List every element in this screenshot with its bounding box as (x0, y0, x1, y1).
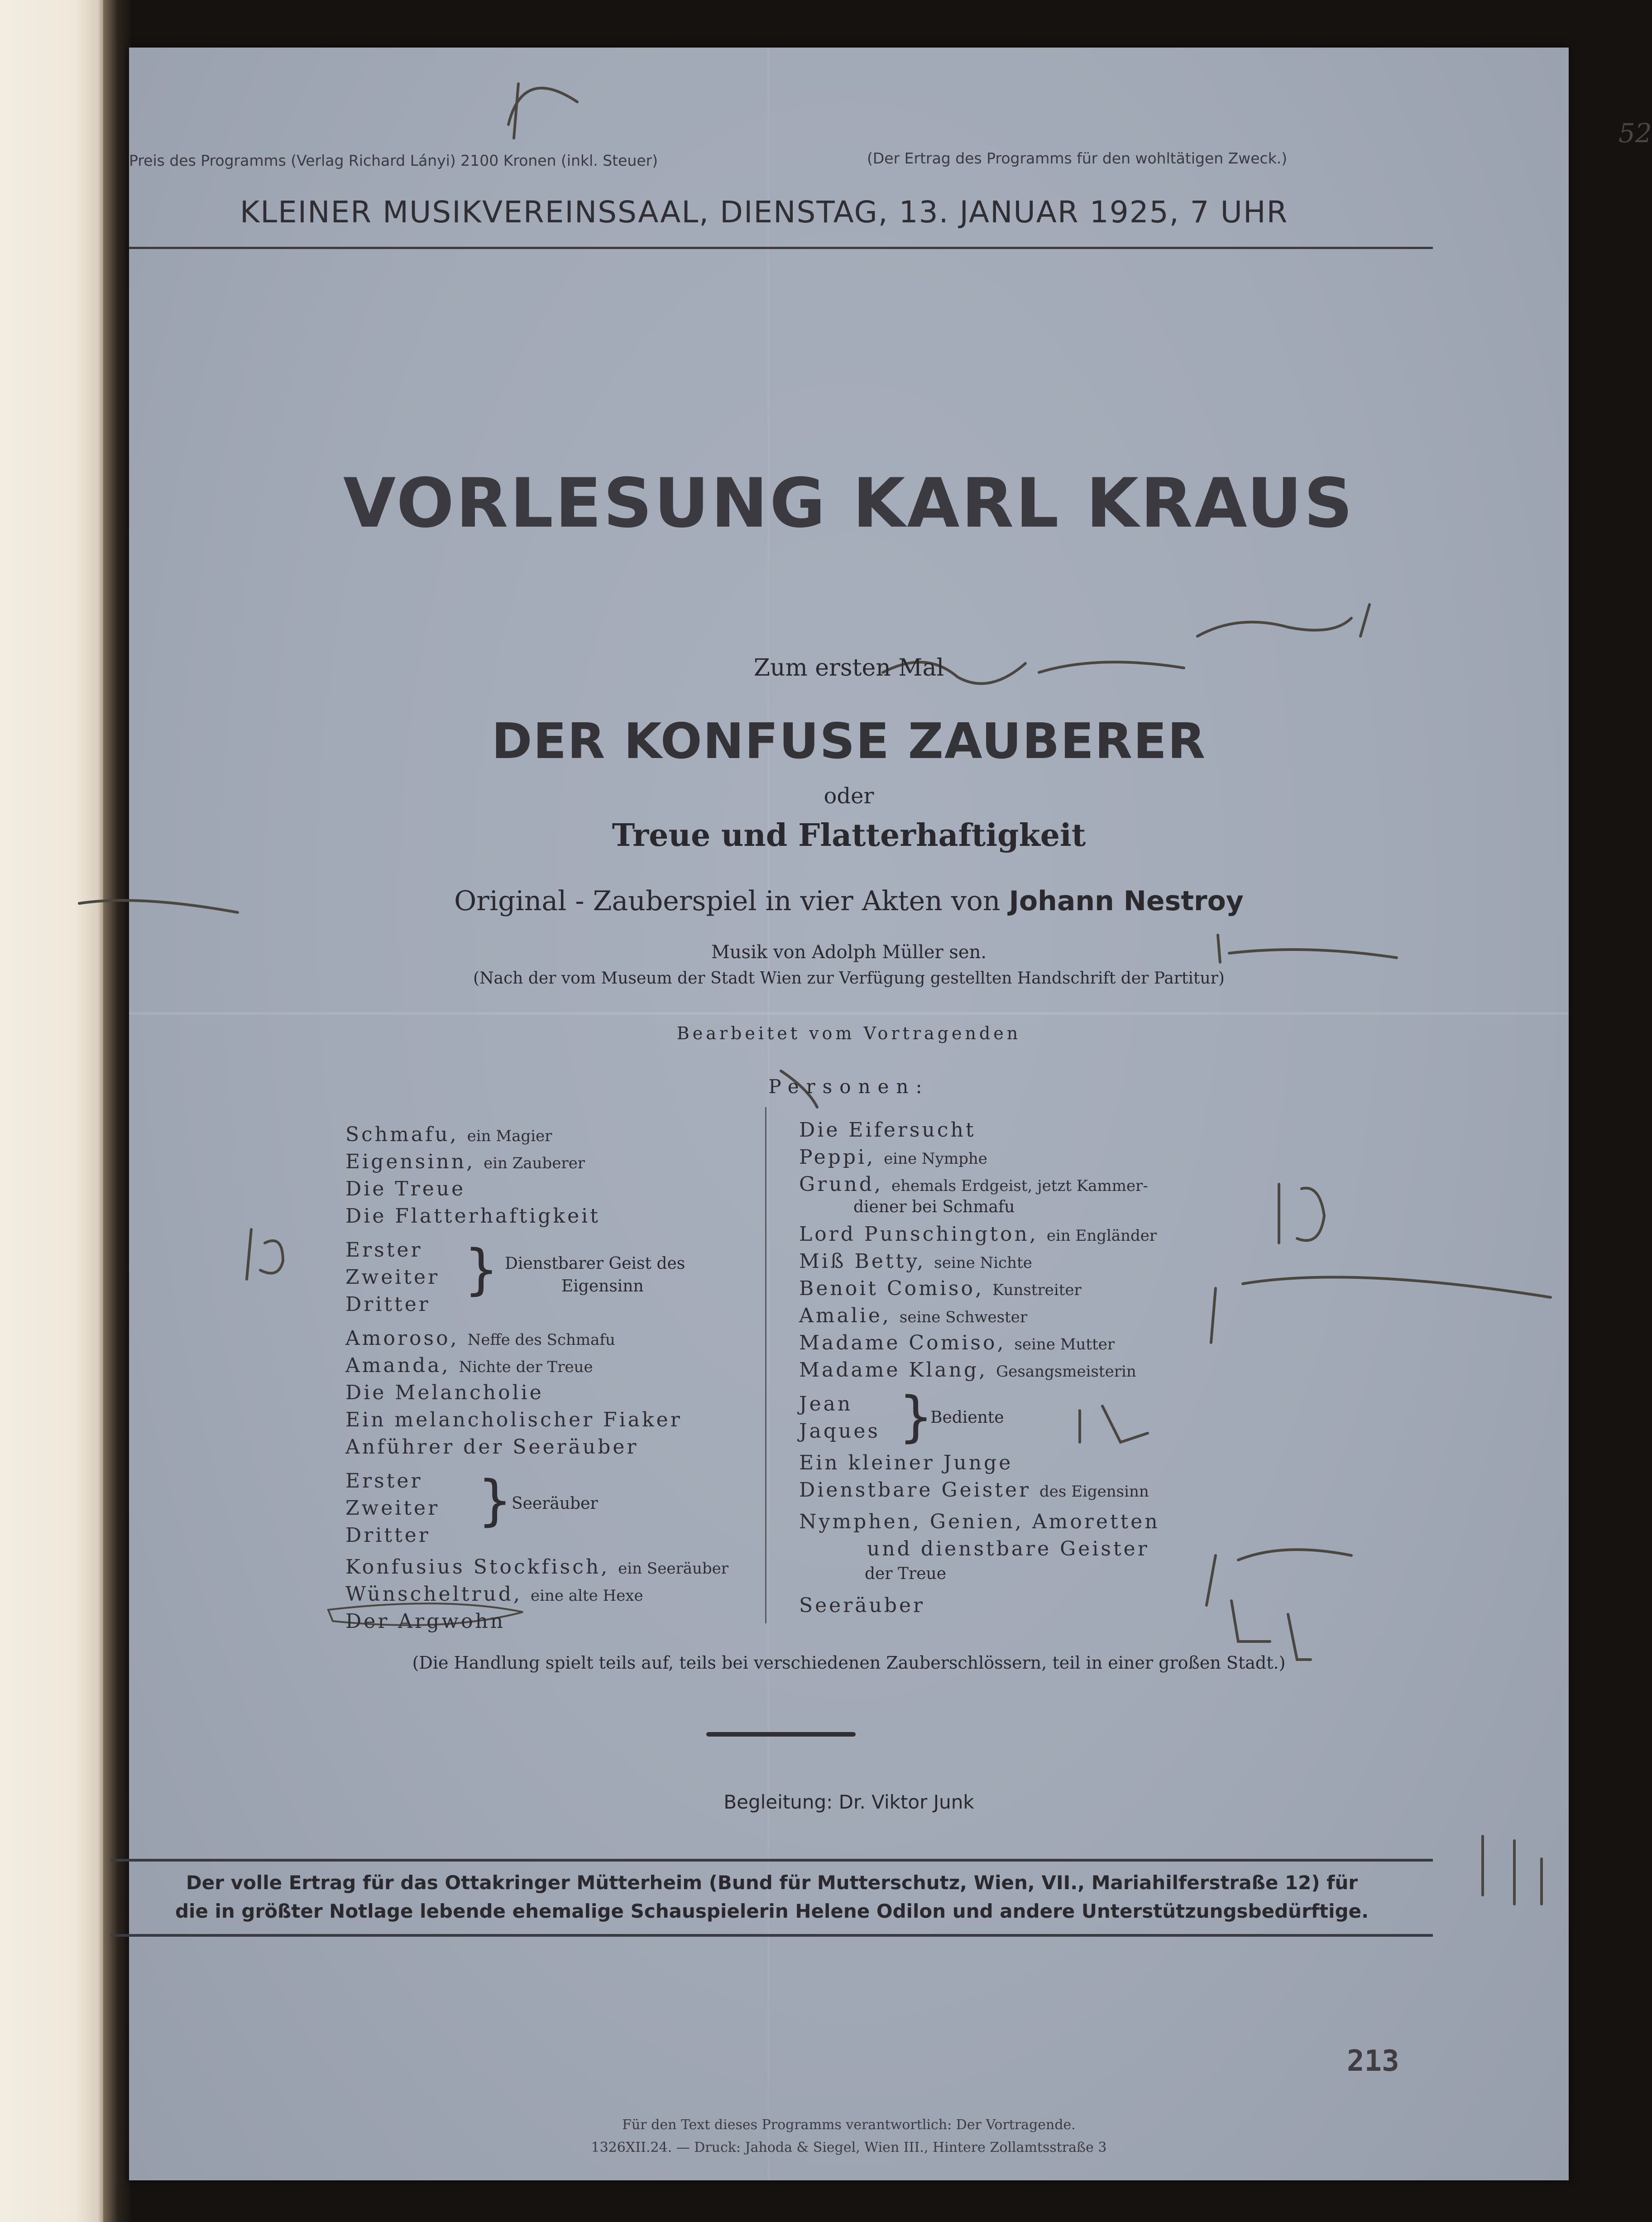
group-note: Seeräuber (512, 1494, 598, 1513)
main-title: VORLESUNG KARL KRAUS (343, 464, 1355, 543)
cast-entry: Die Flatterhaftigkeit (345, 1205, 600, 1228)
cast-entry: der Treue (865, 1565, 947, 1583)
group-note: Bediente (930, 1408, 1004, 1427)
cast-entry: Wünscheltrud, eine alte Hexe (345, 1583, 643, 1606)
cast-entry: Die Melancholie (345, 1381, 544, 1404)
pen-mark-right-line (1211, 1277, 1551, 1343)
price-note: Preis des Programms (Verlag Richard Lányi) 2100 Kronen (inkl. Steuer) (129, 152, 658, 169)
printer-imprint: 1326XII.24. — Druck: Jahoda & Siegel, Wien III., Hintere Zollamtsstraße 3 (591, 2140, 1107, 2155)
cast-entry: Eigensinn, ein Zauberer (345, 1150, 585, 1173)
group-note: Dienstbarer Geist des (505, 1254, 685, 1273)
cast-entry: Erster (345, 1238, 423, 1262)
cast-entry: Madame Comiso, seine Mutter (799, 1331, 1115, 1354)
cast-entry: Dritter (345, 1524, 431, 1547)
charity-notice (111, 1859, 1433, 1937)
cast-entry: Amoroso, Neffe des Schmafu (345, 1327, 615, 1350)
pen-mark-sq (1231, 1601, 1270, 1641)
cast-entry: Die Treue (345, 1177, 466, 1200)
cast-entry: Schmafu, ein Magier (345, 1123, 552, 1146)
score-source-note: (Nach der vom Museum der Stadt Wien zur Verfügung gestellten Handschrift der Partitur) (473, 969, 1225, 988)
folio-number: 52 (1618, 118, 1652, 149)
cast-entry: Die Eifersucht (799, 1118, 976, 1142)
cast-entry: Erster (345, 1469, 423, 1493)
pen-mark-id (247, 1229, 283, 1279)
music-credit: Musik von Adolph Müller sen. (711, 942, 987, 963)
book-spine (0, 0, 106, 2222)
arranged-by-note: Bearbeitet vom Vortragenden (676, 1023, 1021, 1043)
oder-connector: oder (824, 783, 874, 809)
cast-entry: Jaques (799, 1420, 880, 1443)
cast-entry: Dritter (345, 1293, 431, 1316)
cast-entry: Amalie, seine Schwester (799, 1304, 1028, 1327)
pen-mark-price (508, 84, 577, 138)
charity-line: Der volle Ertrag für das Ottakringer Mütterheim (Bund für Mutterschutz, Wien, VII., Mariahilferstraße 12) für (186, 1872, 1358, 1894)
accompaniment-credit: Begleitung: Dr. Viktor Junk (723, 1791, 974, 1813)
cast-entry: Peppi, eine Nymphe (799, 1146, 987, 1169)
cast-entry: Ein melancholischer Fiaker (345, 1408, 682, 1431)
cast-entry: Jean (799, 1392, 853, 1416)
cast-entry: Benoit Comiso, Kunstreiter (799, 1277, 1082, 1300)
charity-line: die in größter Notlage lebende ehemalige Schauspielerin Helene Odilon und andere Unterstützungsbedürftige. (175, 1900, 1369, 1922)
play-subtitle: Treue und Flatterhaftigkeit (612, 817, 1086, 854)
ornament-rule (706, 1732, 856, 1737)
proceeds-note: (Der Ertrag des Programms für den wohltätigen Zweck.) (867, 149, 1288, 167)
cast-entry: Zweiter (345, 1266, 440, 1289)
group-note: Eigensinn (561, 1277, 644, 1296)
cast-entry: Amanda, Nichte der Treue (345, 1354, 593, 1377)
play-title: DER KONFUSE ZAUBERER (491, 713, 1207, 770)
cast-entry: Konfusius Stockfisch, ein Seeräuber (345, 1555, 729, 1579)
cast-entry: Dienstbare Geister des Eigensinn (799, 1478, 1149, 1502)
cast-entry: und dienstbare Geister (867, 1537, 1149, 1560)
cast-entry: Nymphen, Genien, Amoretten (799, 1510, 1160, 1533)
cast-entry: Ein kleiner Junge (799, 1451, 1013, 1474)
cast-desc-continuation: diener bei Schmafu (853, 1198, 1015, 1216)
venue-date-line: KLEINER MUSIKVEREINSSAAL, DIENSTAG, 13. JANUAR 1925, 7 UHR (240, 195, 1288, 230)
archive-stamp-number: 213 (1347, 2044, 1399, 2078)
cast-entry: Anführer der Seeräuber (345, 1435, 639, 1459)
author-name: Johann Nestroy (1009, 885, 1244, 917)
brace-icon: } (478, 1469, 512, 1532)
cast-entry: Lord Punschington, ein Engländer (799, 1223, 1157, 1246)
cast-entry: Der Argwohn (345, 1610, 506, 1633)
cast-entry: Seeräuber (799, 1594, 925, 1617)
cast-entry: Grund, ehemals Erdgeist, jetzt Kammer- (799, 1173, 1148, 1196)
cast-entry: Zweiter (345, 1497, 440, 1520)
pen-mark-16 (1279, 1184, 1324, 1243)
pen-mark-lc (1080, 1406, 1148, 1442)
genre-line (129, 885, 1569, 917)
brace-icon: } (464, 1238, 499, 1301)
first-time-note: Zum ersten Mal (753, 654, 944, 681)
cast-entry: Madame Klang, Gesangsmeisterin (799, 1358, 1136, 1382)
program-page (129, 48, 1652, 2180)
responsibility-note: Für den Text dieses Programms verantwortlich: Der Vortragende. (622, 2117, 1076, 2133)
genre-text: Original - Zauberspiel in vier Akten von (454, 885, 1009, 917)
cast-heading: Personen: (768, 1075, 929, 1098)
brace-icon: } (899, 1386, 934, 1449)
pen-mark-lower-right (1207, 1550, 1351, 1660)
cast-entry: Miß Betty, seine Nichte (799, 1250, 1032, 1273)
pen-mark-111 (1483, 1836, 1542, 1904)
column-divider (765, 1107, 766, 1623)
setting-note: (Die Handlung spielt teils auf, teils bei verschiedenen Zauberschlössern, teil in einer großen Stadt.) (412, 1653, 1286, 1673)
